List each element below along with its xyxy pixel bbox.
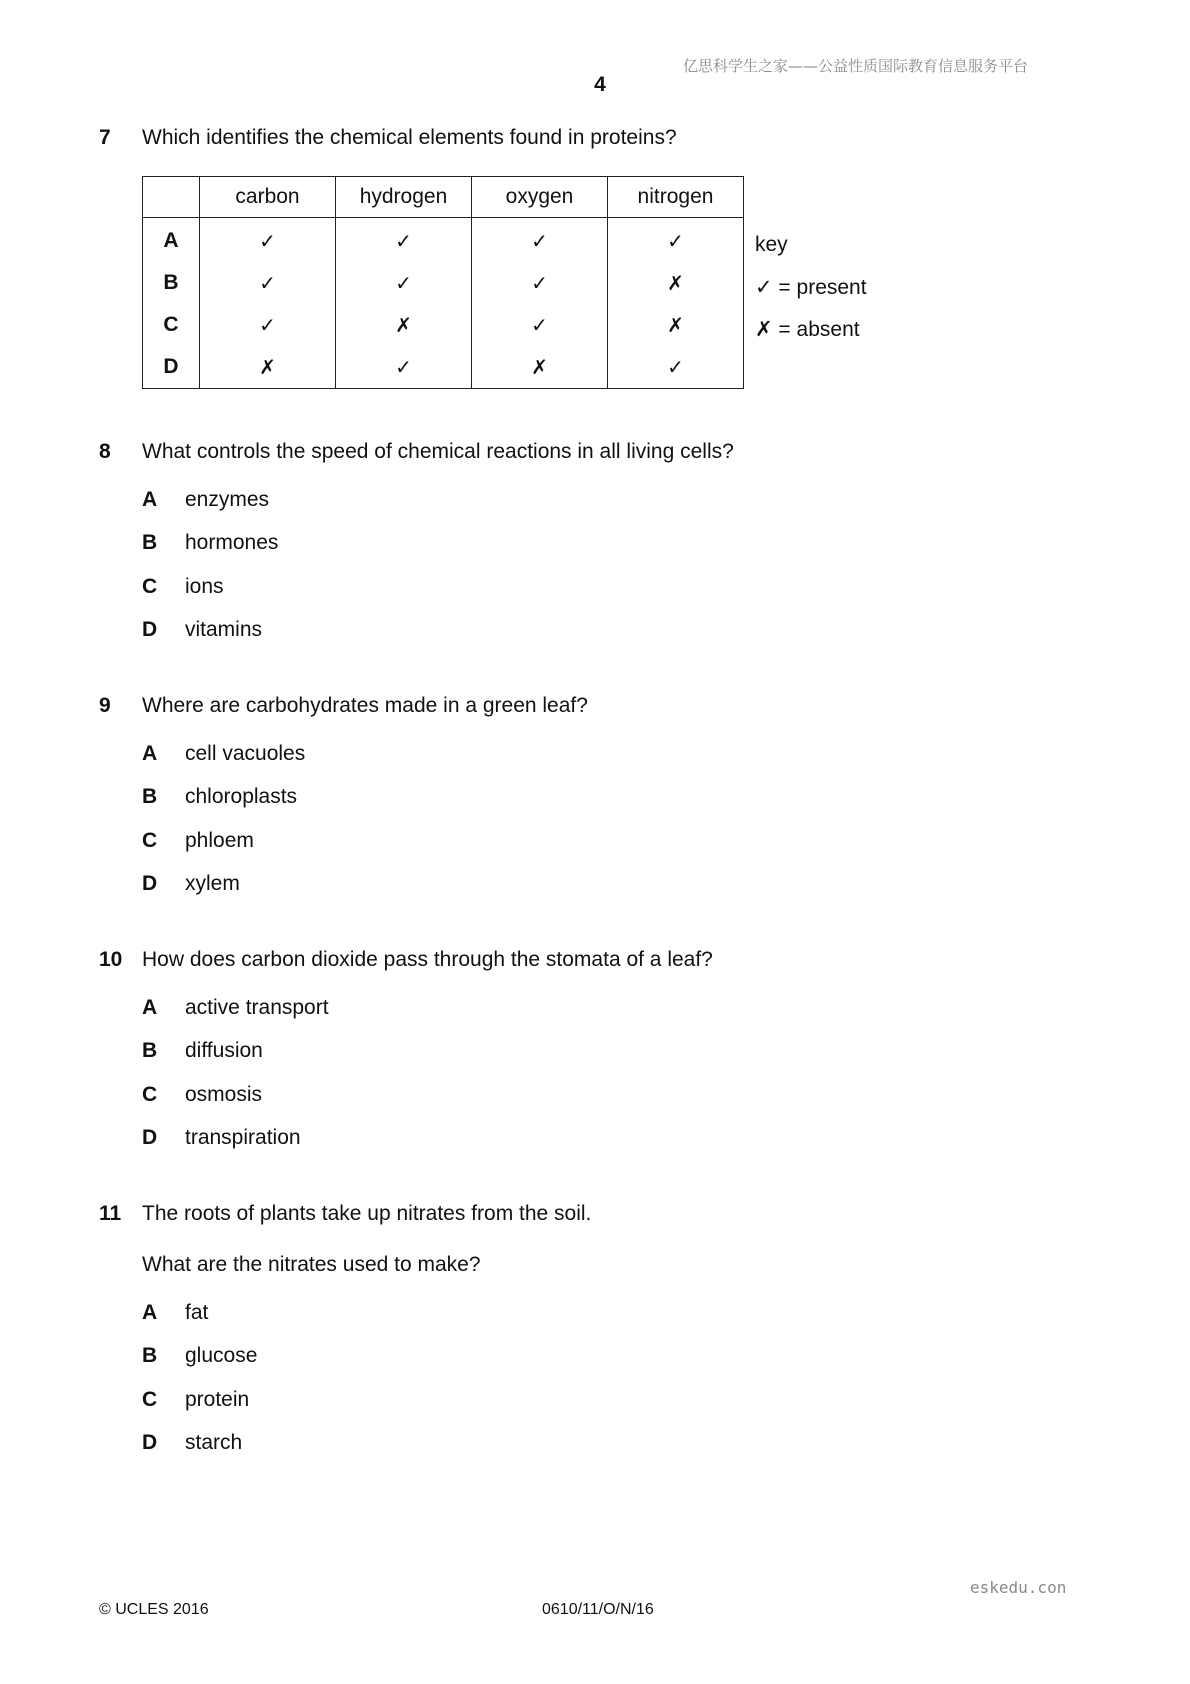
tick-icon: ✓	[608, 218, 744, 263]
column-header-oxygen: oxygen	[472, 177, 608, 218]
option-text: protein	[185, 1388, 250, 1411]
page-number: 4	[594, 73, 606, 96]
tick-icon: ✓	[200, 218, 336, 263]
option-letter: A	[142, 488, 158, 511]
question-11-number: 11	[99, 1202, 122, 1225]
table-row	[143, 262, 744, 304]
footer-paper-code: 0610/11/O/N/16	[542, 1601, 654, 1618]
option-text: active transport	[185, 996, 329, 1019]
option-letter: C	[142, 1083, 158, 1106]
key-present: ✓ = present	[755, 276, 867, 299]
elements-table	[142, 176, 744, 389]
row-label: C	[143, 304, 200, 346]
option-letter: A	[142, 996, 158, 1019]
question-8-text: What controls the speed of chemical reactions in all living cells?	[142, 440, 734, 463]
table-header-blank	[143, 177, 200, 218]
option-letter: B	[142, 531, 158, 554]
footer-watermark: eskedu.con	[970, 1578, 1067, 1597]
option-text: xylem	[185, 872, 240, 895]
option-text: vitamins	[185, 618, 263, 641]
option-text: enzymes	[185, 488, 270, 511]
option-letter: C	[142, 575, 158, 598]
option-letter: C	[142, 1388, 158, 1411]
table-row	[143, 346, 744, 389]
option-text: osmosis	[185, 1083, 263, 1106]
cross-icon: ✗	[472, 346, 608, 389]
tick-icon: ✓	[472, 304, 608, 346]
tick-icon: ✓	[608, 346, 744, 389]
option-letter: A	[142, 742, 158, 765]
table-header-row	[143, 177, 744, 218]
option-text: hormones	[185, 531, 279, 554]
row-label: B	[143, 262, 200, 304]
option-text: fat	[185, 1301, 209, 1324]
tick-icon: ✓	[336, 262, 472, 304]
option-text: chloroplasts	[185, 785, 298, 808]
option-text: ions	[185, 575, 224, 598]
option-text: phloem	[185, 829, 254, 852]
row-label: D	[143, 346, 200, 389]
cross-icon: ✗	[608, 304, 744, 346]
tick-icon: ✓	[336, 346, 472, 389]
option-letter: C	[142, 829, 158, 852]
table-row	[143, 218, 744, 263]
column-header-carbon: carbon	[200, 177, 336, 218]
option-text: transpiration	[185, 1126, 301, 1149]
question-10-text: How does carbon dioxide pass through the stomata of a leaf?	[142, 948, 713, 971]
question-9-number: 9	[99, 694, 111, 717]
question-8-number: 8	[99, 440, 111, 463]
question-7-number: 7	[99, 126, 111, 149]
tick-icon: ✓	[472, 218, 608, 263]
question-9-text: Where are carbohydrates made in a green leaf?	[142, 694, 588, 717]
table-row	[143, 304, 744, 346]
key-title: key	[755, 233, 788, 256]
key-absent: ✗ = absent	[755, 318, 860, 341]
option-letter: D	[142, 1126, 158, 1149]
option-text: starch	[185, 1431, 243, 1454]
option-letter: D	[142, 872, 158, 895]
cross-icon: ✗	[608, 262, 744, 304]
question-11-text: The roots of plants take up nitrates from the soil.	[142, 1202, 592, 1225]
column-header-hydrogen: hydrogen	[336, 177, 472, 218]
cross-icon: ✗	[336, 304, 472, 346]
option-letter: D	[142, 618, 158, 641]
option-letter: A	[142, 1301, 158, 1324]
question-7-text: Which identifies the chemical elements found in proteins?	[142, 126, 677, 149]
footer-copyright: © UCLES 2016	[99, 1601, 209, 1618]
row-label: A	[143, 218, 200, 263]
question-11-subtext: What are the nitrates used to make?	[142, 1253, 481, 1276]
column-header-nitrogen: nitrogen	[608, 177, 744, 218]
tick-icon: ✓	[336, 218, 472, 263]
option-letter: B	[142, 1039, 158, 1062]
tick-icon: ✓	[200, 304, 336, 346]
tick-icon: ✓	[200, 262, 336, 304]
option-text: cell vacuoles	[185, 742, 306, 765]
tick-icon: ✓	[472, 262, 608, 304]
option-letter: B	[142, 785, 158, 808]
option-letter: D	[142, 1431, 158, 1454]
question-10-number: 10	[99, 948, 123, 971]
header-watermark: 亿思科学生之家——公益性质国际教育信息服务平台	[683, 57, 1029, 75]
cross-icon: ✗	[200, 346, 336, 389]
option-letter: B	[142, 1344, 158, 1367]
option-text: diffusion	[185, 1039, 263, 1062]
option-text: glucose	[185, 1344, 258, 1367]
